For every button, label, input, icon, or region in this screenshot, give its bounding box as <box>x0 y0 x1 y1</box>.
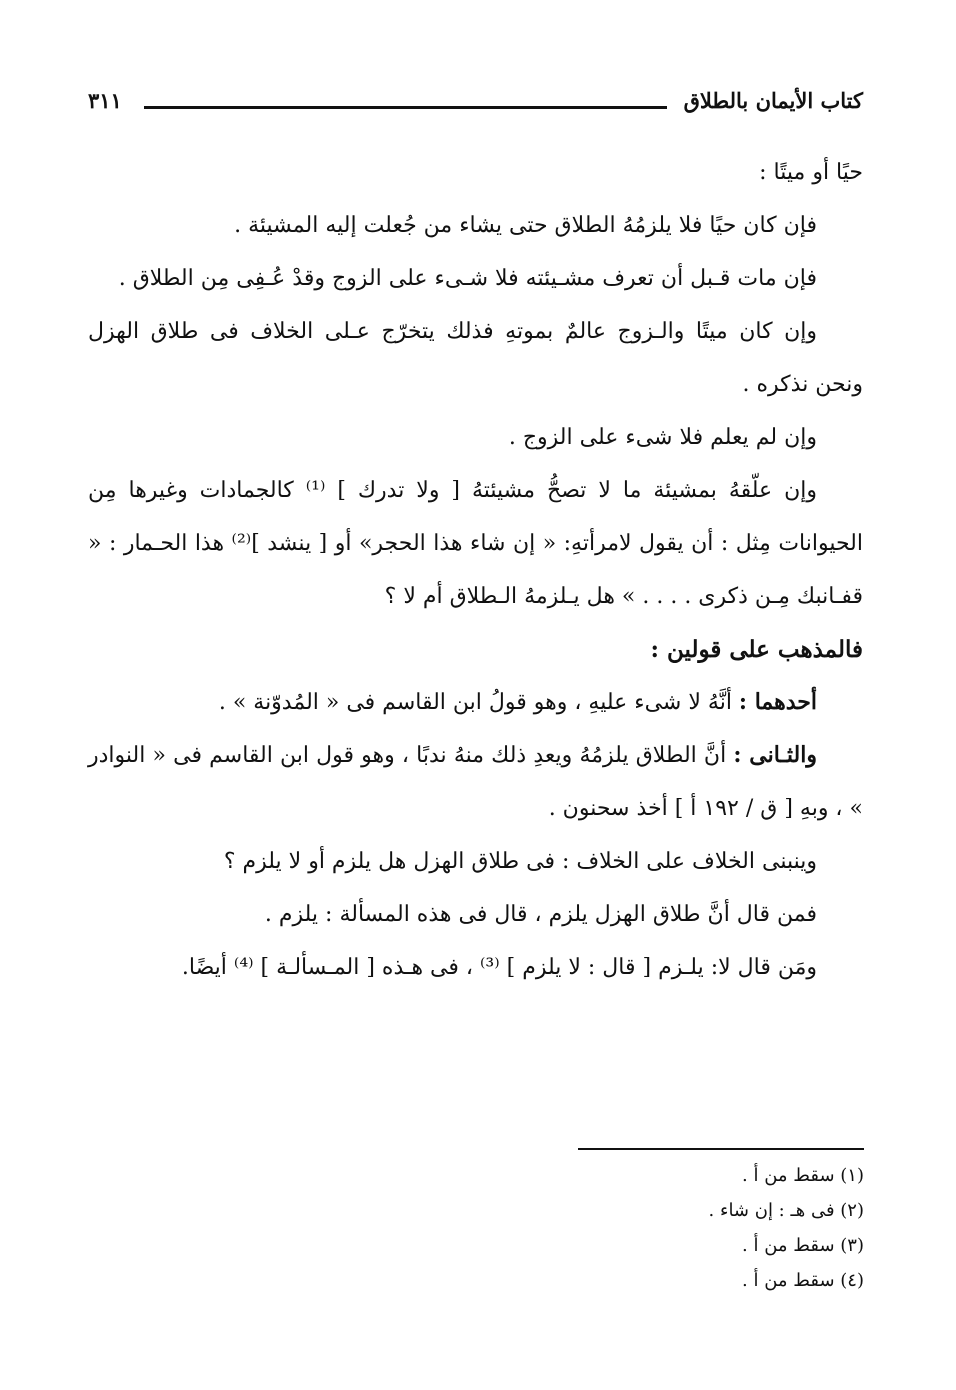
paragraph-text: وينبنى الخلاف على الخلاف : فى طلاق الهزل هل يلزم أو لا يلزم ؟ <box>223 849 817 874</box>
footnotes <box>464 1158 864 1298</box>
footnote: (١) سقط من أ . <box>742 1165 864 1186</box>
paragraph-text: ومَن قال لا: يلـزم [ قال : لا يلزم ] ⁽³⁾ ، فى هـذه [ المـسألـة ] ⁽⁴⁾ أيضًا. <box>181 955 817 980</box>
paragraph-text: أنَّهُ لا شىء عليهِ ، وهو قولُ ابن القاسم فى « المُدوّنة » . <box>218 690 739 715</box>
paragraph <box>88 199 863 252</box>
paragraph <box>88 464 863 623</box>
paragraph <box>88 676 863 729</box>
footnote: (٤) سقط من أ . <box>742 1270 864 1291</box>
paragraph <box>88 623 863 676</box>
paragraph <box>88 305 863 411</box>
paragraph <box>88 888 863 941</box>
paragraph-text: وإن لم يعلم فلا شىء على الزوج . <box>508 425 817 450</box>
paragraph <box>88 411 863 464</box>
paragraph-text: فإن مات قـبل أن تعرف مشـيئته فلا شـىء على الزوج وقدْ عُـفِى مِن الطلاق . <box>118 266 817 291</box>
footnote: (٢) فى هـ : إن شاء . <box>708 1200 864 1221</box>
footnote: (٣) سقط من أ . <box>742 1235 864 1256</box>
running-header <box>88 88 863 128</box>
paragraph-text: وإن علّقهُ بمشيئة ما لا تصحُّ مشيئتهُ [ ولا تدرك ] ⁽¹⁾ كالجمادات وغيرها مِن الحيوانات مِثل : أن يقول لامرأتهِ: « إن شاء هذا الحجر» أو [ ينشد ]⁽²⁾ هذا الحـمار : « قفـانبك مِـن ذكرى . . . . » هل يـلزمهُ الـطلاق أم لا ؟ <box>88 478 863 609</box>
paragraph-text: فالمذهب على قولين : <box>650 636 863 663</box>
paragraph <box>88 146 863 199</box>
header-title: كتاب الأيمان بالطلاق <box>683 88 863 113</box>
paragraph-text: وإن كان ميتًا والـزوج عالمٌ بموتهِ فذلك يتخرّج عـلى الخلاف فى طلاق الهزل ونحن نذكره . <box>88 319 863 397</box>
paragraph-text: فمن قال أنَّ طلاق الهزل يلزم ، قال فى هذه المسألة : يلزم . <box>264 902 817 927</box>
page-number: ٣١١ <box>88 88 122 113</box>
paragraph-lead: والثـانى : <box>733 742 817 768</box>
paragraph <box>88 729 863 835</box>
paragraph <box>88 835 863 888</box>
paragraph-text: أنَّ الطلاق يلزمُهُ ويعدِ ذلك منهُ ندبًا ، وهو قول ابن القاسم فى « النوادر » ، وبهِ [ ق / ١٩٢ أ ] أخذ سحنون . <box>88 743 863 821</box>
paragraph <box>88 252 863 305</box>
paragraph-text: حيًا أو ميتًا : <box>759 160 863 185</box>
body-text <box>88 146 863 994</box>
header-rule <box>144 106 667 109</box>
paragraph <box>88 941 863 994</box>
paragraph-text: فإن كان حيًا فلا يلزمُهُ الطلاق حتى يشاء من جُعلت إليه المشيئة . <box>234 213 817 238</box>
footnote-rule <box>578 1148 864 1150</box>
paragraph-lead: أحدهما : <box>738 689 817 715</box>
